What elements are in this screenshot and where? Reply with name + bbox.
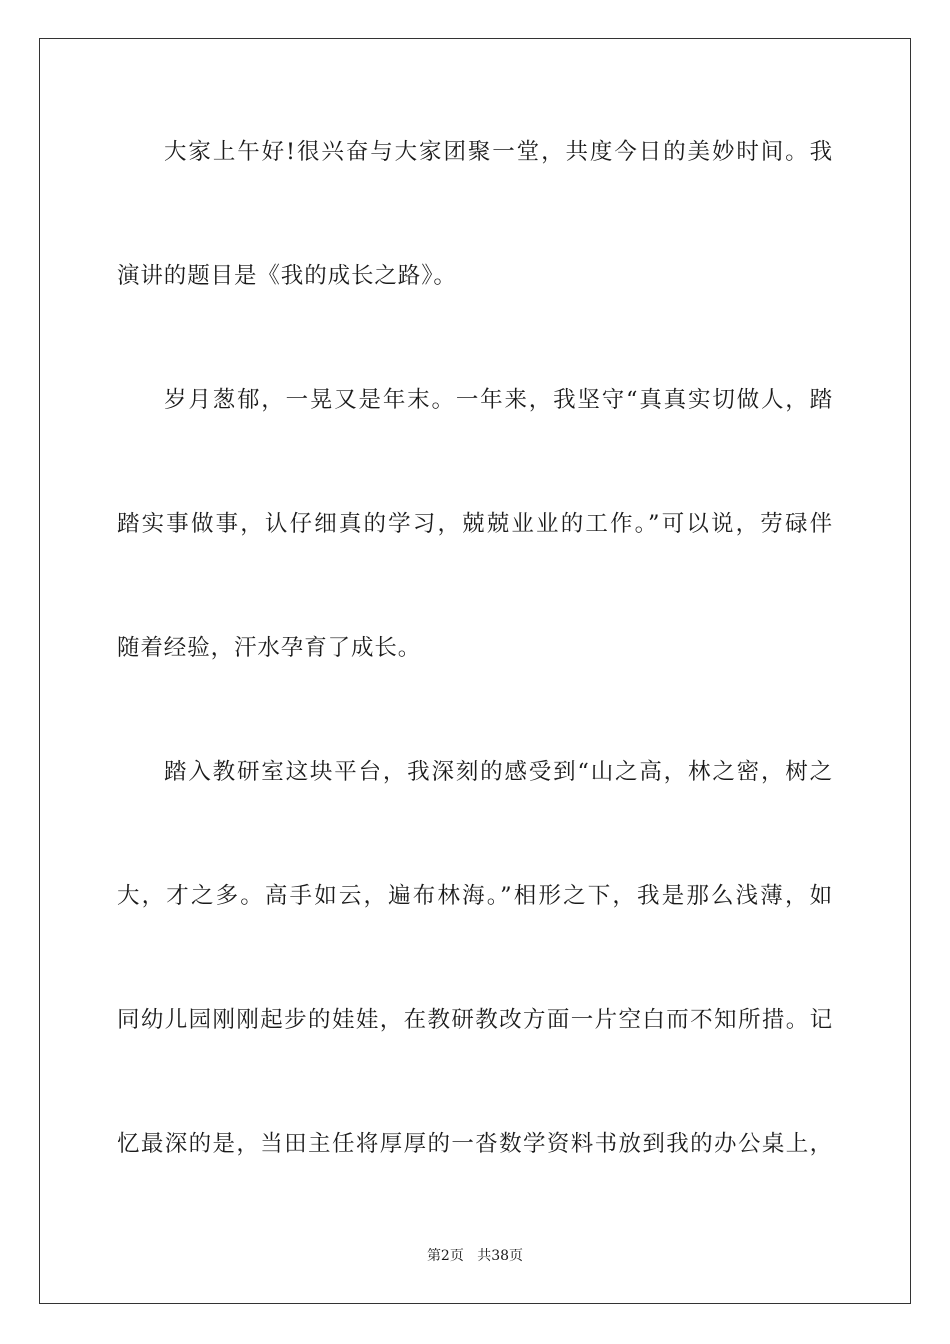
paragraph-line: 忆最深的是，当田主任将厚厚的一沓数学资料书放到我的办公桌上， [117,1131,833,1157]
page-footer [0,1246,950,1266]
paragraph-line: 演讲的题目是《我的成长之路》。 [117,263,457,289]
paragraph-line: 踏入教研室这块平台，我深刻的感受到“山之高，林之密，树之 [164,759,833,785]
paragraph-line: 随着经验，汗水孕育了成长。 [117,635,422,661]
paragraph-line: 同幼儿园刚刚起步的娃娃，在教研教改方面一片空白而不知所措。记 [117,1007,833,1033]
page-number: 第2页 [426,1248,464,1264]
total-pages: 共38页 [477,1248,524,1264]
paragraph-line: 大家上午好!很兴奋与大家团聚一堂，共度今日的美妙时间。我 [164,139,833,165]
document-body [117,132,833,1248]
paragraph-line: 踏实事做事，认仔细真的学习，兢兢业业的工作。”可以说，劳碌伴 [117,511,833,537]
paragraph-line: 岁月葱郁，一晃又是年末。一年来，我坚守“真真实切做人，踏 [164,387,833,413]
paragraph-line: 大，才之多。高手如云，遍布林海。”相形之下，我是那么浅薄，如 [117,883,833,909]
